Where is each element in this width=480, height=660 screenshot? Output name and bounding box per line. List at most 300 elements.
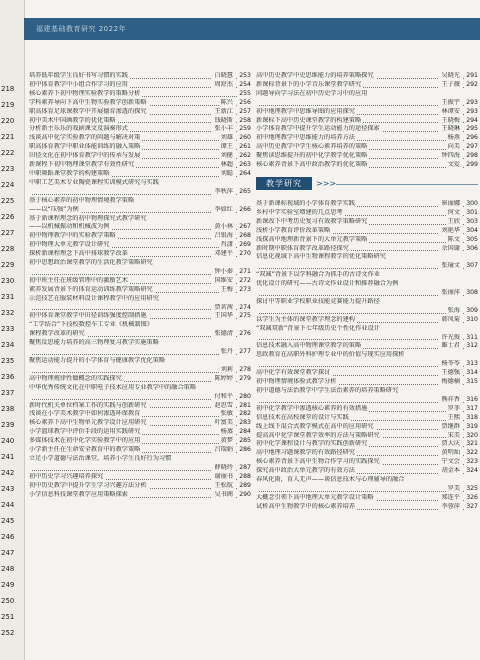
contents-entry bbox=[29, 393, 251, 402]
entry-page-number: 311 bbox=[466, 333, 478, 341]
entry-title: 立足小学道德与法治课堂，培养小学生良好行为习惯 bbox=[29, 454, 172, 462]
entry-author: 许光俊 bbox=[441, 333, 460, 341]
entry-title: 初中化学教学中渗透核心素养的有效措施 bbox=[256, 404, 368, 412]
left-index-token: 251 bbox=[1, 613, 15, 621]
entry-title: 信息化视域下高中生物课程教学的优化策略研究 bbox=[256, 253, 386, 261]
entry-page-number: 272 bbox=[239, 276, 251, 284]
dot-leader bbox=[29, 309, 237, 310]
contents-entry bbox=[256, 494, 478, 503]
entry-author: 雎士君 bbox=[441, 342, 460, 350]
entry-page-number: 266 bbox=[239, 205, 251, 213]
entry-author: 李蓉萍 bbox=[441, 502, 460, 510]
entry-title: 初中物理情境体验式教学分析 bbox=[256, 378, 337, 386]
left-index-token: 235 bbox=[1, 357, 15, 365]
entry-author: 张瑜文 bbox=[441, 262, 460, 270]
dot-leader bbox=[29, 194, 237, 195]
dot-leader bbox=[29, 274, 237, 275]
entry-title: 中华优秀传统文化在中职电子技术应用专业教学中的融合策略 bbox=[29, 383, 197, 391]
entry-page-number: 257 bbox=[239, 107, 251, 115]
entry-author: 胡金本 bbox=[441, 467, 460, 475]
entry-title: 小学篮球教学中评价手段的运用实践研究 bbox=[29, 428, 141, 436]
contents-entry bbox=[256, 227, 478, 236]
entry-page-number: 310 bbox=[466, 315, 478, 323]
entry-page-number: 284 bbox=[239, 428, 251, 436]
dot-leader bbox=[29, 470, 237, 471]
contents-entry bbox=[256, 117, 478, 126]
entry-author: 杨苓苓 bbox=[441, 360, 460, 368]
contents-entry bbox=[256, 280, 478, 289]
entry-author: 崔丽娜 bbox=[441, 199, 460, 207]
contents-entry bbox=[256, 458, 478, 467]
entry-page-number: 262 bbox=[239, 152, 251, 160]
entry-page-number: 275 bbox=[239, 312, 251, 320]
contents-entry bbox=[256, 134, 478, 143]
entry-title bbox=[256, 396, 258, 403]
contents-entry bbox=[256, 414, 478, 423]
section-rule bbox=[336, 184, 478, 185]
contents-entry bbox=[29, 232, 251, 241]
entry-page-number: 294 bbox=[466, 116, 478, 124]
entry-author: 王德强 bbox=[441, 369, 460, 377]
contents-entry bbox=[256, 200, 478, 209]
entry-title bbox=[256, 99, 258, 106]
entry-title: 职高体育足球课教学中开展德育渗透的探究 bbox=[29, 107, 147, 115]
contents-entry bbox=[256, 99, 478, 108]
entry-title: 中职工艺美术专业陶瓷课程实训模式研究与实践 bbox=[29, 178, 159, 186]
entry-author: 刘健 bbox=[220, 152, 233, 160]
dot-leader bbox=[256, 313, 464, 314]
contents-entry bbox=[29, 312, 251, 321]
entry-title: 初中体育教学中小组合作学习的应用 bbox=[29, 80, 128, 88]
entry-title: 信息技术融入高中物理课堂教学的策略 bbox=[256, 342, 362, 350]
entry-page-number: 309 bbox=[466, 306, 478, 314]
entry-author: 王国华 bbox=[214, 312, 233, 320]
dot-leader bbox=[256, 366, 464, 367]
entry-page-number: 303 bbox=[466, 217, 478, 225]
entry-author: 吴书阁 bbox=[214, 490, 233, 498]
contents-entry bbox=[29, 197, 251, 206]
entry-page-number: 271 bbox=[239, 267, 251, 275]
left-index-token: 247 bbox=[1, 549, 15, 557]
entry-title bbox=[29, 304, 31, 311]
entry-title: “工学结合”下技校数控车工专业《机械制图》 bbox=[29, 321, 153, 329]
contents-entry bbox=[29, 348, 251, 357]
dot-leader bbox=[256, 491, 464, 492]
left-index-token: 233 bbox=[1, 325, 15, 333]
contents-entry bbox=[29, 117, 251, 126]
entry-title: 春风化雨，育人无声——谈信息技术与心理辅导的融合 bbox=[256, 476, 405, 484]
contents-entry bbox=[29, 125, 251, 134]
entry-title: 优化设计的研究——古诗文作业设计和推荐融合为例 bbox=[256, 280, 399, 288]
entry-page-number: 299 bbox=[466, 161, 478, 169]
contents-entry bbox=[29, 90, 251, 99]
left-index-token: 245 bbox=[1, 517, 15, 525]
entry-page-number: 304 bbox=[466, 226, 478, 234]
contents-entry bbox=[29, 446, 251, 455]
entry-author: 郑连平 bbox=[441, 493, 460, 501]
entry-author: 罗美 bbox=[447, 484, 460, 492]
left-index-token: 229 bbox=[1, 261, 15, 269]
contents-entry bbox=[29, 321, 251, 330]
contents-entry bbox=[29, 428, 251, 437]
entry-page-number: 279 bbox=[239, 374, 251, 382]
entry-title: 核心素养下高中生物单元教学设计应用研究 bbox=[29, 419, 147, 427]
right-top-entries bbox=[256, 72, 478, 170]
entry-title: 基于核心素养的初中物理情境教学策略 bbox=[29, 196, 135, 204]
entry-page-number: 298 bbox=[466, 152, 478, 160]
entry-author: 王松航 bbox=[214, 481, 233, 489]
contents-entry bbox=[256, 503, 478, 512]
entry-page-number: 307 bbox=[466, 262, 478, 270]
entry-page-number: 286 bbox=[239, 446, 251, 454]
contents-entry bbox=[256, 307, 478, 316]
entry-title: 聚焦读思维提升的初中化学教学优化策略 bbox=[256, 152, 368, 160]
entry-title bbox=[256, 360, 258, 367]
entry-page-number: 273 bbox=[239, 285, 251, 293]
contents-entry bbox=[256, 289, 478, 298]
left-index-token: 232 bbox=[1, 309, 15, 317]
entry-title: 初中历史教学中提升学生学习兴趣方法分析 bbox=[29, 481, 147, 489]
left-index-token: 252 bbox=[1, 629, 15, 637]
entry-page-number: 323 bbox=[466, 458, 478, 466]
contents-entry bbox=[29, 108, 251, 117]
entry-page-number: 264 bbox=[239, 169, 251, 177]
entry-page-number: 253 bbox=[239, 72, 251, 79]
entry-title bbox=[256, 334, 258, 341]
entry-page-number: 314 bbox=[466, 369, 478, 377]
dot-leader bbox=[256, 339, 464, 340]
dot-leader bbox=[256, 295, 464, 296]
entry-page-number: 297 bbox=[466, 143, 478, 151]
left-index-token: 249 bbox=[1, 581, 15, 589]
entry-page-number: 291 bbox=[466, 72, 478, 79]
contents-entry bbox=[29, 268, 251, 277]
entry-author: 张德清 bbox=[214, 330, 233, 338]
entry-author: 白晓慧 bbox=[214, 72, 233, 79]
entry-author: 陈婷婷 bbox=[214, 374, 233, 382]
contents-entry bbox=[29, 188, 251, 197]
entry-author: 张丹 bbox=[220, 348, 233, 356]
contents-entry bbox=[29, 357, 251, 366]
entry-title: 职高体育教学中职业体能训练的融入策略 bbox=[29, 143, 141, 151]
entry-title: 课程教学改革的研究 bbox=[29, 330, 85, 338]
left-page-index-strip bbox=[0, 0, 25, 660]
contents-entry bbox=[29, 143, 251, 152]
left-index-token: 228 bbox=[1, 245, 15, 253]
entry-page-number: 288 bbox=[239, 472, 251, 480]
entry-title: 初中物理大单元教学设计研究 bbox=[29, 241, 110, 249]
contents-entry bbox=[256, 253, 478, 262]
entry-title: 线上线下混合式教学模式在高中的应用研究 bbox=[256, 422, 374, 430]
contents-entry bbox=[256, 271, 478, 280]
entry-author: 王欣 bbox=[447, 217, 460, 225]
entry-title: 初中地理教学中思维能力的培养方法 bbox=[256, 134, 355, 142]
entry-author: 梅德楠 bbox=[441, 378, 460, 386]
entry-title: 初中化学课程设计与教学的实践创新研究 bbox=[256, 440, 368, 448]
entry-title: 分析新主乐乐的戏剧课文及演奏形式 bbox=[29, 125, 128, 133]
entry-author: 贾继群 bbox=[441, 422, 460, 430]
entry-page-number: 276 bbox=[239, 330, 251, 338]
entry-page-number: 268 bbox=[239, 232, 251, 240]
entry-title: 高中历史教学中史思维能力的培养策略探究 bbox=[256, 72, 374, 79]
entry-page-number: 319 bbox=[466, 422, 478, 430]
left-index-token: 246 bbox=[1, 533, 15, 541]
entry-title: 信息技术在高校课堂的设计与实践 bbox=[256, 413, 349, 421]
entry-title: 初中美术中国画教学的优化策略 bbox=[29, 116, 116, 124]
left-index-token: 237 bbox=[1, 389, 15, 397]
entry-title: 高中化学有效课堂教学探讨 bbox=[256, 369, 331, 377]
entry-title: 初中历史学习兴趣培养探究 bbox=[29, 472, 104, 480]
entry-author: 熊祥香 bbox=[441, 395, 460, 403]
entry-author: 叶富美 bbox=[214, 419, 233, 427]
right-bottom-entries bbox=[256, 200, 478, 512]
contents-entry bbox=[29, 419, 251, 428]
left-index-token: 231 bbox=[1, 293, 15, 301]
contents-entry bbox=[29, 259, 251, 268]
contents-entry bbox=[256, 334, 478, 343]
entry-page-number: 255 bbox=[239, 89, 251, 97]
entry-title: 新课标下高中历史课堂教学的构建策略 bbox=[256, 116, 362, 124]
entry-page-number: 324 bbox=[466, 467, 478, 475]
contents-entry bbox=[29, 241, 251, 250]
contents-entry bbox=[29, 402, 251, 411]
entry-page-number: 326 bbox=[466, 493, 478, 501]
entry-author: 王熙 bbox=[447, 413, 460, 421]
entry-author: 张小丰 bbox=[214, 125, 233, 133]
entry-title: 新课改下中考历史复习有效教学策略研究 bbox=[256, 217, 368, 225]
entry-author: 王新江 bbox=[214, 107, 233, 115]
entry-page-number: 280 bbox=[239, 392, 251, 400]
entry-title: 学科素养导向下高中生物实验教学创新策略 bbox=[29, 98, 147, 106]
left-index-token: 218 bbox=[1, 85, 15, 93]
contents-entry bbox=[29, 366, 251, 375]
entry-title: 浅谈高中化学实验教学的问题与解决对策 bbox=[29, 134, 141, 142]
entry-author: 肖潇 bbox=[220, 241, 233, 249]
contents-entry bbox=[29, 437, 251, 446]
left-index-token: 223 bbox=[1, 165, 15, 173]
entry-author: 吕银海 bbox=[214, 232, 233, 240]
entry-title bbox=[256, 307, 258, 314]
entry-page-number: 316 bbox=[466, 395, 478, 403]
entry-author: 谢丽书 bbox=[214, 472, 233, 480]
contents-entry bbox=[256, 449, 478, 458]
entry-page-number: 308 bbox=[466, 289, 478, 297]
contents-entry bbox=[256, 262, 478, 271]
entry-title: 小学信息科技课堂教学应用策略探索 bbox=[29, 490, 128, 498]
left-index-token: 230 bbox=[1, 277, 15, 285]
contents-entry bbox=[256, 108, 478, 117]
contents-entry bbox=[256, 360, 478, 369]
entry-page-number: 289 bbox=[239, 481, 251, 489]
entry-author: 刘艳华 bbox=[441, 226, 460, 234]
contents-entry bbox=[256, 161, 478, 170]
contents-entry bbox=[256, 387, 478, 396]
entry-title: 浅探高中地理新背景下的大单元教学策略 bbox=[256, 235, 368, 243]
entry-title: 探讨中等职业学校职业技能竞赛能力提升路径 bbox=[256, 297, 380, 305]
contents-entry bbox=[29, 72, 251, 81]
contents-entry bbox=[256, 218, 478, 227]
contents-entry bbox=[256, 90, 478, 99]
entry-author: 向美 bbox=[447, 143, 460, 151]
entry-title: 试析高中生物教学中的核心素养培养 bbox=[256, 502, 355, 510]
contents-entry bbox=[256, 209, 478, 218]
entry-page-number: 315 bbox=[466, 378, 478, 386]
entry-author: 黄梦 bbox=[220, 437, 233, 445]
entry-title: 浅谈在小学美术教学中如何渗透环保教育 bbox=[29, 410, 141, 418]
contents-entry bbox=[29, 170, 251, 179]
entry-author: 宁文会 bbox=[441, 458, 460, 466]
left-index-token: 244 bbox=[1, 501, 15, 509]
entry-title: 高中地理习题课教学的有效路径研究 bbox=[256, 449, 355, 457]
entry-title: 培养低年级学生良好书写习惯的实践 bbox=[29, 72, 128, 79]
entry-page-number: 327 bbox=[466, 502, 478, 510]
entry-page-number: 282 bbox=[239, 410, 251, 418]
contents-entry bbox=[256, 316, 478, 325]
header-band bbox=[24, 18, 480, 40]
entry-author: 韩凤菊 bbox=[441, 315, 460, 323]
dot-leader bbox=[256, 402, 464, 403]
entry-title: “双减双新”背景下七年级历史个性化作业设计 bbox=[256, 324, 380, 332]
entry-title bbox=[29, 348, 31, 355]
contents-entry bbox=[29, 482, 251, 491]
entry-title: 聚焦运动能力提升的小学体育与健康教学优化策略 bbox=[29, 357, 166, 364]
dot-leader bbox=[256, 105, 464, 106]
section-title: 教学研究 bbox=[256, 177, 312, 190]
entry-author: 邓建平 bbox=[214, 250, 233, 258]
contents-entry bbox=[256, 152, 478, 161]
entry-author: 王梅 bbox=[220, 285, 233, 293]
left-index-token: 219 bbox=[1, 101, 15, 109]
entry-page-number: 277 bbox=[239, 348, 251, 356]
entry-title: 大概念引领下高中地理大单元教学设计策略 bbox=[256, 493, 374, 501]
contents-entry bbox=[256, 396, 478, 405]
entry-page-number: 306 bbox=[466, 244, 478, 252]
contents-entry bbox=[29, 206, 251, 215]
left-index-token: 222 bbox=[1, 149, 15, 157]
entry-title: 初中班主任在班级管理中的激励艺术 bbox=[29, 276, 128, 284]
entry-page-number: 312 bbox=[466, 342, 478, 350]
entry-title: 乡村中学实验室增建的几点思考 bbox=[256, 208, 343, 216]
entry-author: 杨蒸 bbox=[220, 428, 233, 436]
entry-author: 刘莉 bbox=[220, 365, 233, 373]
contents-entry bbox=[256, 342, 478, 351]
section-heading bbox=[256, 176, 478, 194]
entry-page-number: 320 bbox=[466, 431, 478, 439]
entry-author: 王振宇 bbox=[441, 98, 460, 106]
entry-author: 林超 bbox=[220, 161, 233, 169]
entry-author: 钱晓斯 bbox=[214, 116, 233, 124]
entry-title: 浅析小学教育评价改革策略 bbox=[256, 226, 331, 234]
left-index-token: 241 bbox=[1, 453, 15, 461]
entry-page-number: 305 bbox=[466, 235, 478, 243]
entry-title: 初中地理教学中思维导图的应用探究 bbox=[256, 107, 355, 115]
contents-entry bbox=[256, 245, 478, 254]
entry-author: 陈文 bbox=[447, 235, 460, 243]
entry-title: 初中思想政治课堂教学的生活化教学策略研究 bbox=[29, 259, 153, 267]
entry-author: 李如红 bbox=[214, 205, 233, 213]
entry-author: 李秋萍 bbox=[214, 187, 233, 195]
entry-title bbox=[29, 393, 31, 400]
contents-entry bbox=[256, 236, 478, 245]
header-text: 福建基础教育研究 2022年 bbox=[36, 25, 127, 33]
right-contents-column bbox=[256, 72, 478, 512]
entry-author: 林谭安 bbox=[441, 107, 460, 115]
left-index-token: 248 bbox=[1, 565, 15, 573]
entry-author: 陈兴 bbox=[220, 98, 233, 106]
entry-author: 钟小秦 bbox=[214, 267, 233, 275]
entry-author: 王晓琳 bbox=[441, 125, 460, 133]
contents-entry bbox=[29, 455, 251, 464]
entry-page-number: 325 bbox=[466, 484, 478, 492]
contents-entry bbox=[29, 330, 251, 339]
contents-entry bbox=[29, 384, 251, 393]
entry-title: 田径文化在初中体育教学中的传承与发展 bbox=[29, 152, 141, 160]
entry-title: 核心素养下初中物理实验教学的策略分析 bbox=[29, 89, 141, 97]
contents-entry bbox=[29, 464, 251, 473]
entry-author: 余国谢 bbox=[441, 244, 460, 252]
entry-page-number: 296 bbox=[466, 134, 478, 142]
entry-title: 初中体育课堂教学中田径训练强度控制措施 bbox=[29, 312, 147, 320]
entry-title: 聚焦反思能力培养的高三物理复习教学实施策略 bbox=[29, 339, 159, 347]
entry-page-number: 301 bbox=[466, 208, 478, 216]
entry-title: 小学体育教学中提升学生运动能力的途径探索 bbox=[256, 125, 380, 133]
entry-author: 王晓梅 bbox=[441, 116, 460, 124]
entry-title: 高中物理规律性做概念的实践探究 bbox=[29, 374, 122, 382]
entry-title: 探究高中政治大单元教学的有效方法 bbox=[256, 467, 355, 475]
entry-page-number: 274 bbox=[239, 303, 251, 311]
contents-entry bbox=[256, 369, 478, 378]
section-arrows: >>> bbox=[316, 178, 337, 188]
entry-page-number: 254 bbox=[239, 80, 251, 88]
contents-entry bbox=[29, 491, 251, 500]
entry-title: 新时代机关单位档案工作的实践与创新研究 bbox=[29, 401, 147, 409]
entry-author: 何文 bbox=[447, 208, 460, 216]
entry-author: 刘雄 bbox=[220, 134, 233, 142]
entry-page-number: 322 bbox=[466, 449, 478, 457]
dot-leader bbox=[29, 354, 237, 355]
contents-entry bbox=[256, 143, 478, 152]
contents-entry bbox=[29, 223, 251, 232]
entry-title bbox=[256, 262, 258, 269]
entry-title: “双减”背景下以学科融合为抓手的古诗文作业 bbox=[256, 271, 380, 279]
entry-page-number: 317 bbox=[466, 404, 478, 412]
entry-author: 付和平 bbox=[214, 392, 233, 400]
left-index-token: 234 bbox=[1, 341, 15, 349]
entry-title: 初中物理教学中的实验教学策略 bbox=[29, 232, 116, 240]
left-index-token: 236 bbox=[1, 373, 15, 381]
entry-author: 周舒杰 bbox=[214, 80, 233, 88]
entry-author: 宋美 bbox=[447, 431, 460, 439]
entry-title: 新课标背景下的小学音乐课堂教学研究 bbox=[256, 80, 362, 88]
contents-entry bbox=[256, 298, 478, 307]
contents-entry bbox=[29, 410, 251, 419]
entry-author: 国维安 bbox=[214, 276, 233, 284]
entry-page-number: 292 bbox=[466, 80, 478, 88]
entry-page-number: 300 bbox=[466, 199, 478, 207]
left-index-token: 221 bbox=[1, 133, 15, 141]
contents-entry bbox=[29, 99, 251, 108]
left-index-token: 238 bbox=[1, 405, 15, 413]
left-contents-column bbox=[29, 72, 251, 500]
dot-leader bbox=[29, 399, 237, 400]
left-index-token: 240 bbox=[1, 437, 15, 445]
left-index-token: 250 bbox=[1, 597, 15, 605]
contents-entry bbox=[29, 250, 251, 259]
entry-title: 示范技艺在服装材料设计课程教学中的应用研究 bbox=[29, 294, 159, 302]
entry-title: 以学生为主体的课堂教学理念的建构 bbox=[256, 315, 355, 323]
entry-title: ——以“压强”为例 bbox=[29, 205, 79, 213]
contents-entry bbox=[29, 161, 251, 170]
